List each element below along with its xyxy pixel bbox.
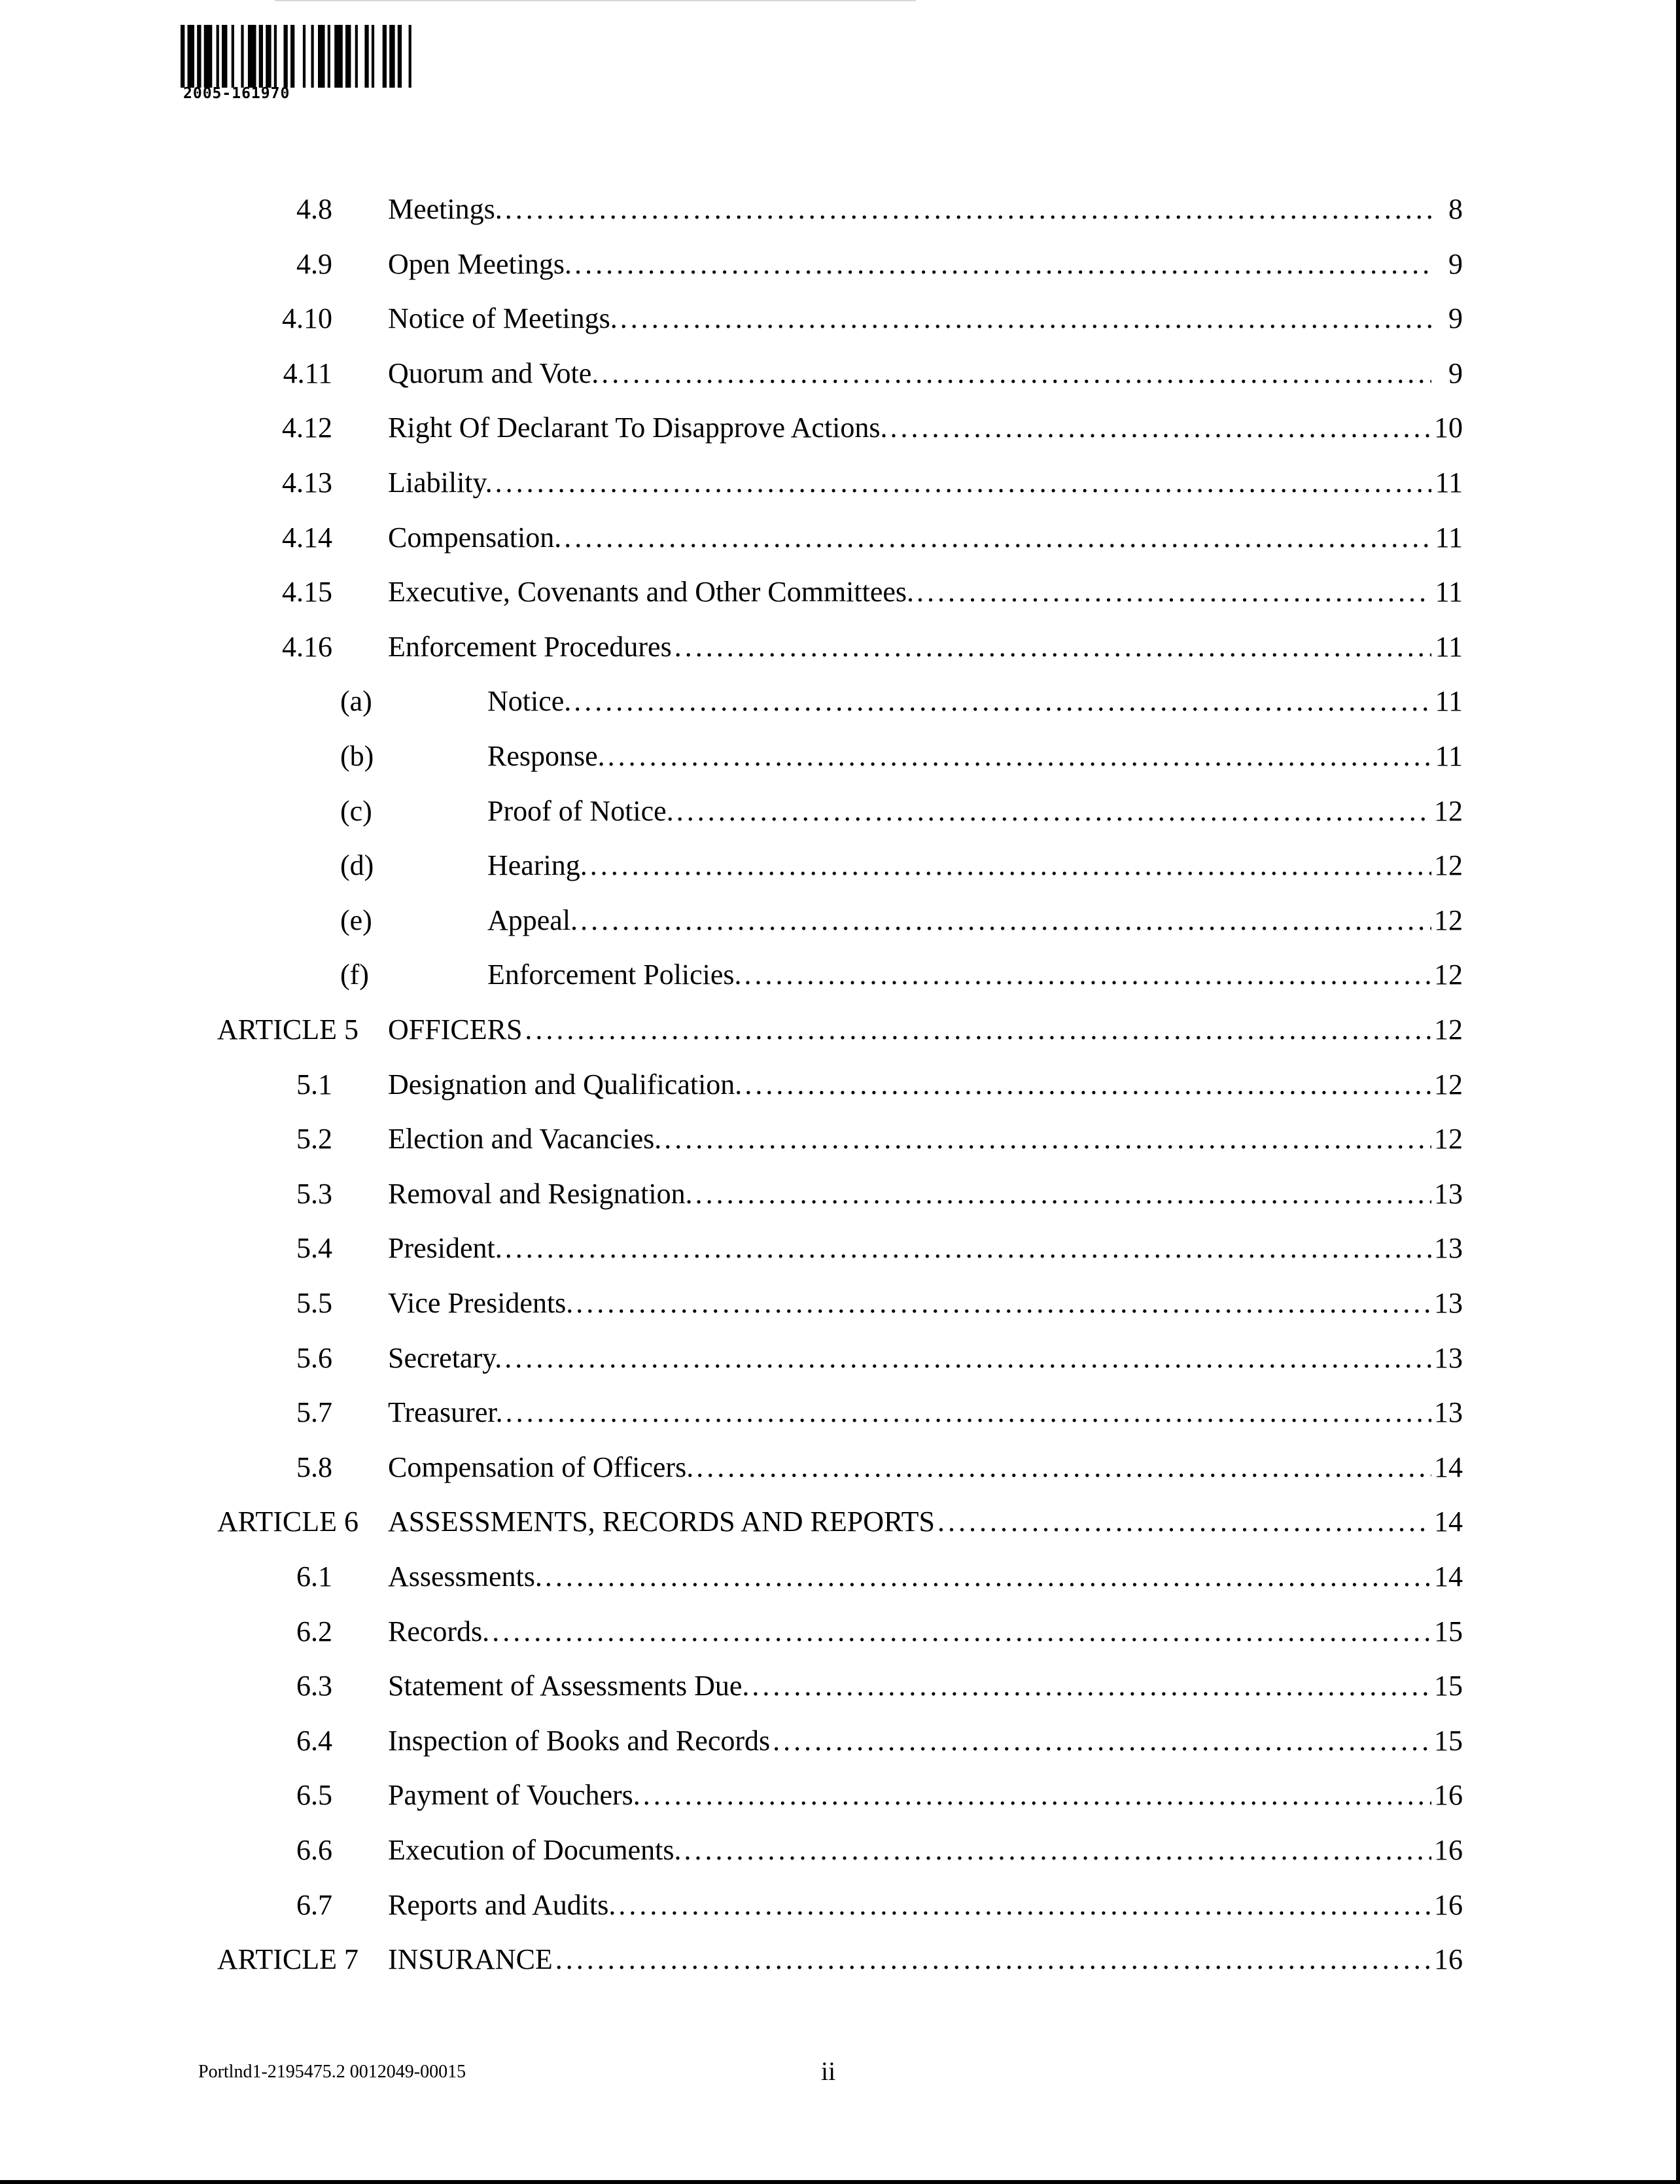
toc-entry-title: Inspection of Books and Records: [388, 1725, 771, 1757]
toc-dot-leader: [695, 1173, 1431, 1215]
toc-dot-leader: [506, 1392, 1431, 1434]
toc-entry: [0, 1392, 1680, 1434]
toc-entry: [0, 298, 1680, 340]
toc-entry-number: 5.7: [296, 1396, 332, 1428]
toc-entry-line: [487, 790, 1463, 832]
toc-entry-number: 5.5: [296, 1287, 332, 1319]
toc-entry-page: 12: [1434, 904, 1463, 936]
toc-entry-title: Removal and Resignation.: [388, 1178, 693, 1210]
toc-entry-line: [388, 1501, 1463, 1543]
toc-entry-title: Notice of Meetings.: [388, 302, 618, 334]
toc-entry-number: ARTICLE 6: [217, 1506, 359, 1538]
toc-entry: [0, 243, 1680, 285]
toc-entry-title: President.: [388, 1232, 502, 1264]
barcode-bars: [181, 25, 481, 88]
toc-entry-line: [388, 1337, 1463, 1379]
toc-entry: [0, 1829, 1680, 1871]
toc-entry-page: 9: [1448, 302, 1463, 334]
toc-entry-title: Executive, Covenants and Other Committees.: [388, 576, 915, 608]
toc-entry-number: (b): [340, 740, 374, 772]
toc-entry: [0, 1118, 1680, 1160]
toc-entry-line: [388, 243, 1463, 285]
toc-entry-line: [388, 1611, 1463, 1653]
toc-entry-line: [388, 1884, 1463, 1926]
scan-top-rule: [275, 0, 916, 1]
toc-entry: [0, 517, 1680, 559]
toc-entry-page: 12: [1434, 1123, 1463, 1155]
toc-entry: [0, 462, 1680, 504]
toc-entry-page: 13: [1434, 1178, 1463, 1210]
toc-dot-leader: [492, 1611, 1431, 1653]
toc-entry-title: Vice Presidents.: [388, 1287, 574, 1319]
toc-entry-page: 11: [1435, 740, 1463, 772]
toc-entry-number: 6.5: [296, 1779, 332, 1811]
barcode-bar: [311, 25, 314, 88]
toc-entry-title: Enforcement Procedures: [388, 631, 672, 663]
toc-dot-leader: [744, 1064, 1431, 1106]
toc-entry-title: Treasurer.: [388, 1396, 503, 1428]
toc-entry: [0, 1720, 1680, 1762]
barcode-bar: [334, 25, 343, 88]
toc-entry-page: 14: [1434, 1560, 1463, 1593]
footer-document-id: Portlnd1-2195475.2 0012049-00015: [198, 2062, 466, 2082]
barcode-bar: [383, 25, 387, 88]
barcode-bar: [372, 25, 374, 88]
toc-entry-number: 5.4: [296, 1232, 332, 1264]
toc-entry-number: 4.10: [282, 302, 332, 334]
barcode-bar: [241, 25, 243, 88]
toc-entry-number: 6.1: [296, 1560, 332, 1593]
toc-dot-leader: [643, 1774, 1431, 1816]
toc-entry-number: ARTICLE 5: [217, 1013, 359, 1046]
toc-entry: [0, 571, 1680, 613]
toc-entry-line: [388, 1720, 1463, 1762]
toc-entry-number: 6.4: [296, 1725, 332, 1757]
toc-entry-line: [388, 1118, 1463, 1160]
toc-entry-line: [388, 298, 1463, 340]
toc-entry-line: [388, 1665, 1463, 1707]
toc-entry-title: Execution of Documents.: [388, 1834, 682, 1866]
toc-entry-title: Notice.: [487, 685, 572, 717]
toc-entry-number: 5.8: [296, 1451, 332, 1483]
toc-entry-title: Assessments.: [388, 1560, 542, 1593]
toc-dot-leader: [890, 407, 1431, 449]
toc-entry-page: 13: [1434, 1396, 1463, 1428]
barcode-bar: [398, 25, 402, 88]
toc-dot-leader: [752, 1665, 1431, 1707]
toc-entry: [0, 1227, 1680, 1269]
toc-dot-leader: [545, 1556, 1431, 1598]
toc-entry-title: Enforcement Policies.: [487, 959, 742, 991]
toc-dot-leader: [674, 626, 1431, 668]
barcode-bar: [355, 25, 358, 88]
toc-dot-leader: [664, 1118, 1431, 1160]
toc-entry-number: 6.2: [296, 1615, 332, 1647]
toc-entry-number: 4.11: [283, 357, 332, 389]
toc-entry-number: 5.2: [296, 1123, 332, 1155]
barcode-bar: [303, 25, 306, 88]
toc-entry: [0, 845, 1680, 887]
toc-entry-page: 14: [1434, 1451, 1463, 1483]
toc-entry-number: 4.15: [282, 576, 332, 608]
toc-dot-leader: [608, 735, 1431, 777]
toc-entry-line: [487, 680, 1463, 722]
toc-entry: [0, 680, 1680, 722]
barcode-bar: [284, 25, 288, 88]
toc-entry-page: 13: [1434, 1287, 1463, 1319]
toc-entry-page: 16: [1434, 1834, 1463, 1866]
toc-entry-line: [388, 1064, 1463, 1106]
toc-entry-line: [388, 1227, 1463, 1269]
toc-entry-number: (f): [340, 959, 369, 991]
toc-entry-number: 6.3: [296, 1670, 332, 1702]
toc-entry-line: [388, 188, 1463, 230]
toc-entry-number: (c): [340, 795, 372, 827]
toc-entry-page: 9: [1448, 248, 1463, 280]
toc-entry-number: 6.6: [296, 1834, 332, 1866]
toc-entry-page: 12: [1434, 1013, 1463, 1046]
toc-entry: [0, 790, 1680, 832]
toc-entry: [0, 735, 1680, 777]
toc-entry: [0, 626, 1680, 668]
toc-entry-page: 9: [1448, 357, 1463, 389]
toc-entry-title: Proof of Notice.: [487, 795, 674, 827]
toc-dot-leader: [590, 845, 1431, 887]
toc-entry: [0, 954, 1680, 996]
toc-entry-number: 4.16: [282, 631, 332, 663]
toc-entry: [0, 407, 1680, 449]
barcode-bar: [328, 25, 330, 88]
toc-entry-page: 13: [1434, 1232, 1463, 1264]
toc-entry-title: OFFICERS: [388, 1013, 523, 1046]
toc-entry-line: [487, 845, 1463, 887]
toc-entry-title: Payment of Vouchers.: [388, 1779, 640, 1811]
toc-entry-title: Compensation of Officers.: [388, 1451, 694, 1483]
toc-entry-title: Designation and Qualification.: [388, 1068, 743, 1101]
toc-entry-page: 11: [1435, 685, 1463, 717]
toc-entry-page: 12: [1434, 849, 1463, 881]
barcode-bar: [204, 25, 213, 88]
toc-entry-page: 15: [1434, 1670, 1463, 1702]
toc-entry: [0, 1009, 1680, 1051]
toc-entry: [0, 1556, 1680, 1598]
footer-page-number: ii: [821, 2056, 836, 2086]
toc-dot-leader: [525, 1009, 1431, 1051]
toc-entry-number: (e): [340, 904, 372, 936]
toc-entry: [0, 1064, 1680, 1106]
toc-entry-line: [388, 571, 1463, 613]
toc-dot-leader: [773, 1720, 1431, 1762]
barcode-bar: [188, 25, 195, 88]
toc-entry: [0, 1447, 1680, 1488]
toc-entry-line: [388, 462, 1463, 504]
toc-entry-page: 12: [1434, 959, 1463, 991]
toc-entry-title: Response.: [487, 740, 605, 772]
toc-entry-line: [487, 900, 1463, 942]
toc-dot-leader: [676, 790, 1431, 832]
toc-dot-leader: [576, 1282, 1431, 1324]
toc-entry-number: 4.14: [282, 521, 332, 554]
toc-entry-line: [388, 1447, 1463, 1488]
toc-entry-title: ASSESSMENTS, RECORDS AND REPORTS: [388, 1506, 936, 1538]
toc-entry-page: 12: [1434, 795, 1463, 827]
toc-entry-number: 5.3: [296, 1178, 332, 1210]
toc-entry-line: [388, 1939, 1463, 1981]
toc-entry-page: 15: [1434, 1725, 1463, 1757]
toc-dot-leader: [574, 243, 1431, 285]
toc-entry-line: [388, 353, 1463, 395]
barcode-bar: [222, 25, 227, 88]
toc-entry: [0, 188, 1680, 230]
barcode-bar: [389, 25, 394, 88]
toc-entry-page: 13: [1434, 1342, 1463, 1374]
toc-entry-title: Open Meetings.: [388, 248, 572, 280]
toc-dot-leader: [937, 1501, 1431, 1543]
toc-dot-leader: [564, 517, 1431, 559]
toc-entry-number: 5.6: [296, 1342, 332, 1374]
barcode-bar: [248, 25, 256, 88]
toc-dot-leader: [917, 571, 1431, 613]
toc-entry-page: 11: [1435, 631, 1463, 663]
barcode-bar: [290, 25, 294, 88]
toc-entry: [0, 1939, 1680, 1981]
toc-entry-page: 11: [1435, 467, 1463, 499]
toc-dot-leader: [574, 680, 1431, 722]
barcode-bar: [409, 25, 411, 88]
toc-entry-title: Compensation.: [388, 521, 562, 554]
toc-dot-leader: [696, 1447, 1431, 1488]
toc-entry-page: 15: [1434, 1615, 1463, 1647]
toc-dot-leader: [601, 353, 1431, 395]
toc-dot-leader: [580, 900, 1431, 942]
barcode-bar: [274, 25, 277, 88]
toc-entry-line: [388, 1173, 1463, 1215]
toc-entry-title: Quorum and Vote.: [388, 357, 599, 389]
barcode-bar: [266, 25, 271, 88]
toc-entry: [0, 1337, 1680, 1379]
toc-entry-title: Statement of Assessments Due.: [388, 1670, 750, 1702]
barcode-bar: [364, 25, 368, 88]
toc-entry: [0, 1501, 1680, 1543]
toc-entry: [0, 1173, 1680, 1215]
toc-entry: [0, 1611, 1680, 1653]
toc-entry-number: (a): [340, 685, 372, 717]
toc-entry-line: [388, 1774, 1463, 1816]
toc-entry: [0, 1282, 1680, 1324]
toc-entry: [0, 1665, 1680, 1707]
toc-entry-page: 8: [1448, 193, 1463, 225]
scan-border-right: [1676, 0, 1680, 2184]
barcode-bar: [318, 25, 325, 88]
barcode-bar: [217, 25, 219, 88]
toc-entry-title: Records.: [388, 1615, 490, 1647]
toc-entry-title: Meetings.: [388, 193, 502, 225]
toc-entry-title: Liability.: [388, 467, 493, 499]
toc-entry-page: 16: [1434, 1889, 1463, 1921]
toc-entry-line: [388, 1556, 1463, 1598]
toc-dot-leader: [505, 188, 1431, 230]
toc-entry: [0, 1884, 1680, 1926]
toc-dot-leader: [620, 298, 1431, 340]
toc-dot-leader: [618, 1884, 1431, 1926]
toc-dot-leader: [505, 1227, 1431, 1269]
toc-entry-number: 5.1: [296, 1068, 332, 1101]
toc-entry-page: 10: [1434, 412, 1463, 444]
toc-entry-line: [388, 1829, 1463, 1871]
toc-dot-leader: [495, 462, 1431, 504]
toc-entry-number: ARTICLE 7: [217, 1943, 359, 1975]
toc-entry-line: [487, 954, 1463, 996]
toc-entry-title: Hearing.: [487, 849, 587, 881]
toc-entry-line: [388, 1282, 1463, 1324]
toc-entry-number: 4.9: [296, 248, 332, 280]
toc-dot-leader: [555, 1939, 1431, 1981]
toc-entry-number: 4.12: [282, 412, 332, 444]
barcode-bar: [232, 25, 234, 88]
toc-entry-number: (d): [340, 849, 374, 881]
toc-entry-title: Right Of Declarant To Disapprove Actions.: [388, 412, 888, 444]
toc-entry-page: 11: [1435, 576, 1463, 608]
scan-border-bottom: [0, 2180, 1680, 2184]
toc-entry-line: [388, 1009, 1463, 1051]
barcode-bar: [345, 25, 351, 88]
toc-entry-page: 11: [1435, 521, 1463, 554]
barcode-number: 2005-161970: [183, 85, 290, 102]
barcode-bar: [259, 25, 263, 88]
toc-entry: [0, 353, 1680, 395]
barcode: [181, 25, 481, 102]
toc-entry-number: 6.7: [296, 1889, 332, 1921]
toc-dot-leader: [744, 954, 1431, 996]
toc-entry-line: [388, 407, 1463, 449]
barcode-bar: [197, 25, 201, 88]
toc-dot-leader: [684, 1829, 1431, 1871]
toc-entry-page: 14: [1434, 1506, 1463, 1538]
toc-entry: [0, 900, 1680, 942]
toc-entry-title: Reports and Audits.: [388, 1889, 616, 1921]
toc-entry: [0, 1774, 1680, 1816]
barcode-bar: [181, 25, 184, 88]
toc-entry-title: Appeal.: [487, 904, 578, 936]
toc-entry-line: [388, 517, 1463, 559]
toc-entry-page: 16: [1434, 1943, 1463, 1975]
toc-entry-page: 16: [1434, 1779, 1463, 1811]
toc-entry-number: 4.8: [296, 193, 332, 225]
toc-entry-number: 4.13: [282, 467, 332, 499]
toc-entry-title: Secretary.: [388, 1342, 502, 1374]
toc-entry-line: [388, 1392, 1463, 1434]
toc-entry-page: 12: [1434, 1068, 1463, 1101]
toc-entry-title: INSURANCE: [388, 1943, 553, 1975]
toc-entry-line: [487, 735, 1463, 777]
toc-dot-leader: [504, 1337, 1431, 1379]
toc-entry-line: [388, 626, 1463, 668]
toc-entry-title: Election and Vacancies.: [388, 1123, 662, 1155]
